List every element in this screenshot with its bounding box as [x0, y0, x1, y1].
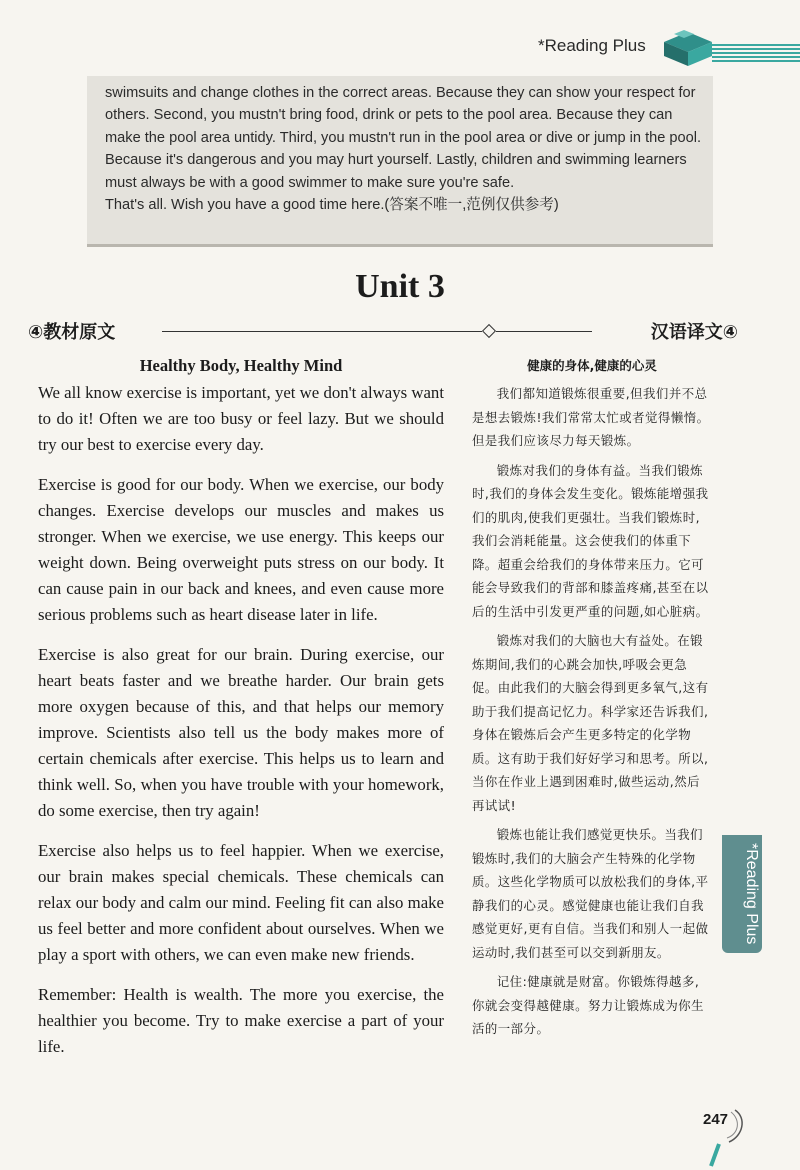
english-paragraph: We all know exercise is important, yet we don't always want to do it! Often we are too busy or feel lazy. But we should try our best to exercise every day. — [38, 383, 444, 454]
header-stripes — [712, 44, 800, 64]
chinese-paragraph: 锻炼对我们的大脑也大有益处。在锻炼期间,我们的心跳会加快,呼吸会更急促。由此我们的大脑会得到更多氧气,这有助于我们提高记忆力。科学家还告诉我们,身体在锻炼后会产生更多特定的化学物质。这有助于我们好好学习和思考。所以,当你在作业上遇到困难时,做些运动,然后再试试! — [472, 633, 709, 813]
chinese-paragraph: 我们都知道锻炼很重要,但我们并不总是想去锻炼!我们常常太忙或者觉得懒惰。但是我们应该尽力每天锻炼。 — [472, 386, 710, 448]
english-paragraph: Exercise is also great for our brain. During exercise, our heart beats faster and we breathe harder. Our brain gets more oxygen because of this, and that helps our memory improve. Scientists also tell us the body makes more of certain chemicals after exercise. This helps us to learn and think well. So, when you have trouble with your homework, do some exercise, then try again! — [38, 645, 444, 820]
header-brand: *Reading Plus — [538, 36, 646, 55]
side-tab-label: *Reading Plus — [743, 843, 760, 945]
page-header — [0, 0, 800, 70]
section-label-original: ④教材原文 — [28, 322, 116, 343]
page-number: 247 — [703, 1111, 729, 1128]
sample-paragraph: That's all. Wish you have a good time here.(答案不唯一,范例仅供参考) — [105, 197, 559, 214]
unit-title: Unit 3 — [355, 268, 445, 305]
divider-line-right — [496, 331, 592, 332]
chinese-paragraph: 锻炼对我们的身体有益。当我们锻炼时,我们的身体会发生变化。锻炼能增强我们的肌肉,使我们更强壮。当我们锻炼时,我们会消耗能量。这会使我们的体重下降。超重会给我们的身体带来压力。它可能会导致我们的背部和膝盖疼痛,甚至在以后的生活中引发更严重的问题,如心脏病。 — [472, 462, 709, 619]
chinese-paragraph: 锻炼也能让我们感觉更快乐。当我们锻炼时,我们的大脑会产生特殊的化学物质。这些化学物质可以放松我们的身体,平静我们的心灵。感觉健康也能让我们自我感觉更好,更有自信。当我们和别人一起做运动时,我们甚至可以交到新朋友。 — [472, 827, 709, 960]
english-column — [38, 356, 444, 1074]
section-divider — [28, 318, 738, 344]
english-paragraph: Remember: Health is wealth. The more you exercise, the healthier you become. Try to make exercise a part of your life. — [38, 985, 444, 1056]
chinese-column — [472, 356, 712, 1047]
chinese-title: 健康的身体,健康的心灵 — [527, 358, 657, 373]
divider-ornament-icon — [482, 324, 496, 338]
book-logo-icon — [660, 28, 716, 68]
english-paragraph: Exercise is good for our body. When we exercise, our body changes. Exercise develops our muscles and makes us stronger. When we exercise, we use energy. This keeps our weight down. Being overweight puts stress on our body. It can cause pain in our back and knees, and even cause more serious problems such as heart disease later in life. — [38, 475, 444, 624]
english-title: Healthy Body, Healthy Mind — [139, 356, 343, 375]
chinese-paragraph: 记住:健康就是财富。你锻炼得越多,你就会变得越健康。努力让锻炼成为你生活的一部分。 — [472, 974, 705, 1036]
section-label-translation: 汉语译文④ — [650, 322, 738, 343]
sample-paragraph: swimsuits and change clothes in the correct areas. Because they can show your respect for others. Second, you mustn't bring food, drink or pets to the pool area. Because they can make the pool area untidy. Third, you mustn't run in the pool area or dive or jump in the pool. Because it's dangerous and you may hurt yourself. Lastly, children and swimming learners must always be with a good swimmer to make sure you're safe. — [105, 85, 702, 191]
english-paragraph: Exercise also helps us to feel happier. When we exercise, our brain makes special chemicals. These chemicals can relax our body and calm our mind. Feeling fit can also make us feel better and more confident about ourselves. When we play a sport with others, we can even make new friends. — [38, 841, 444, 964]
divider-line-left — [162, 331, 482, 332]
sample-answer-text — [105, 82, 705, 216]
